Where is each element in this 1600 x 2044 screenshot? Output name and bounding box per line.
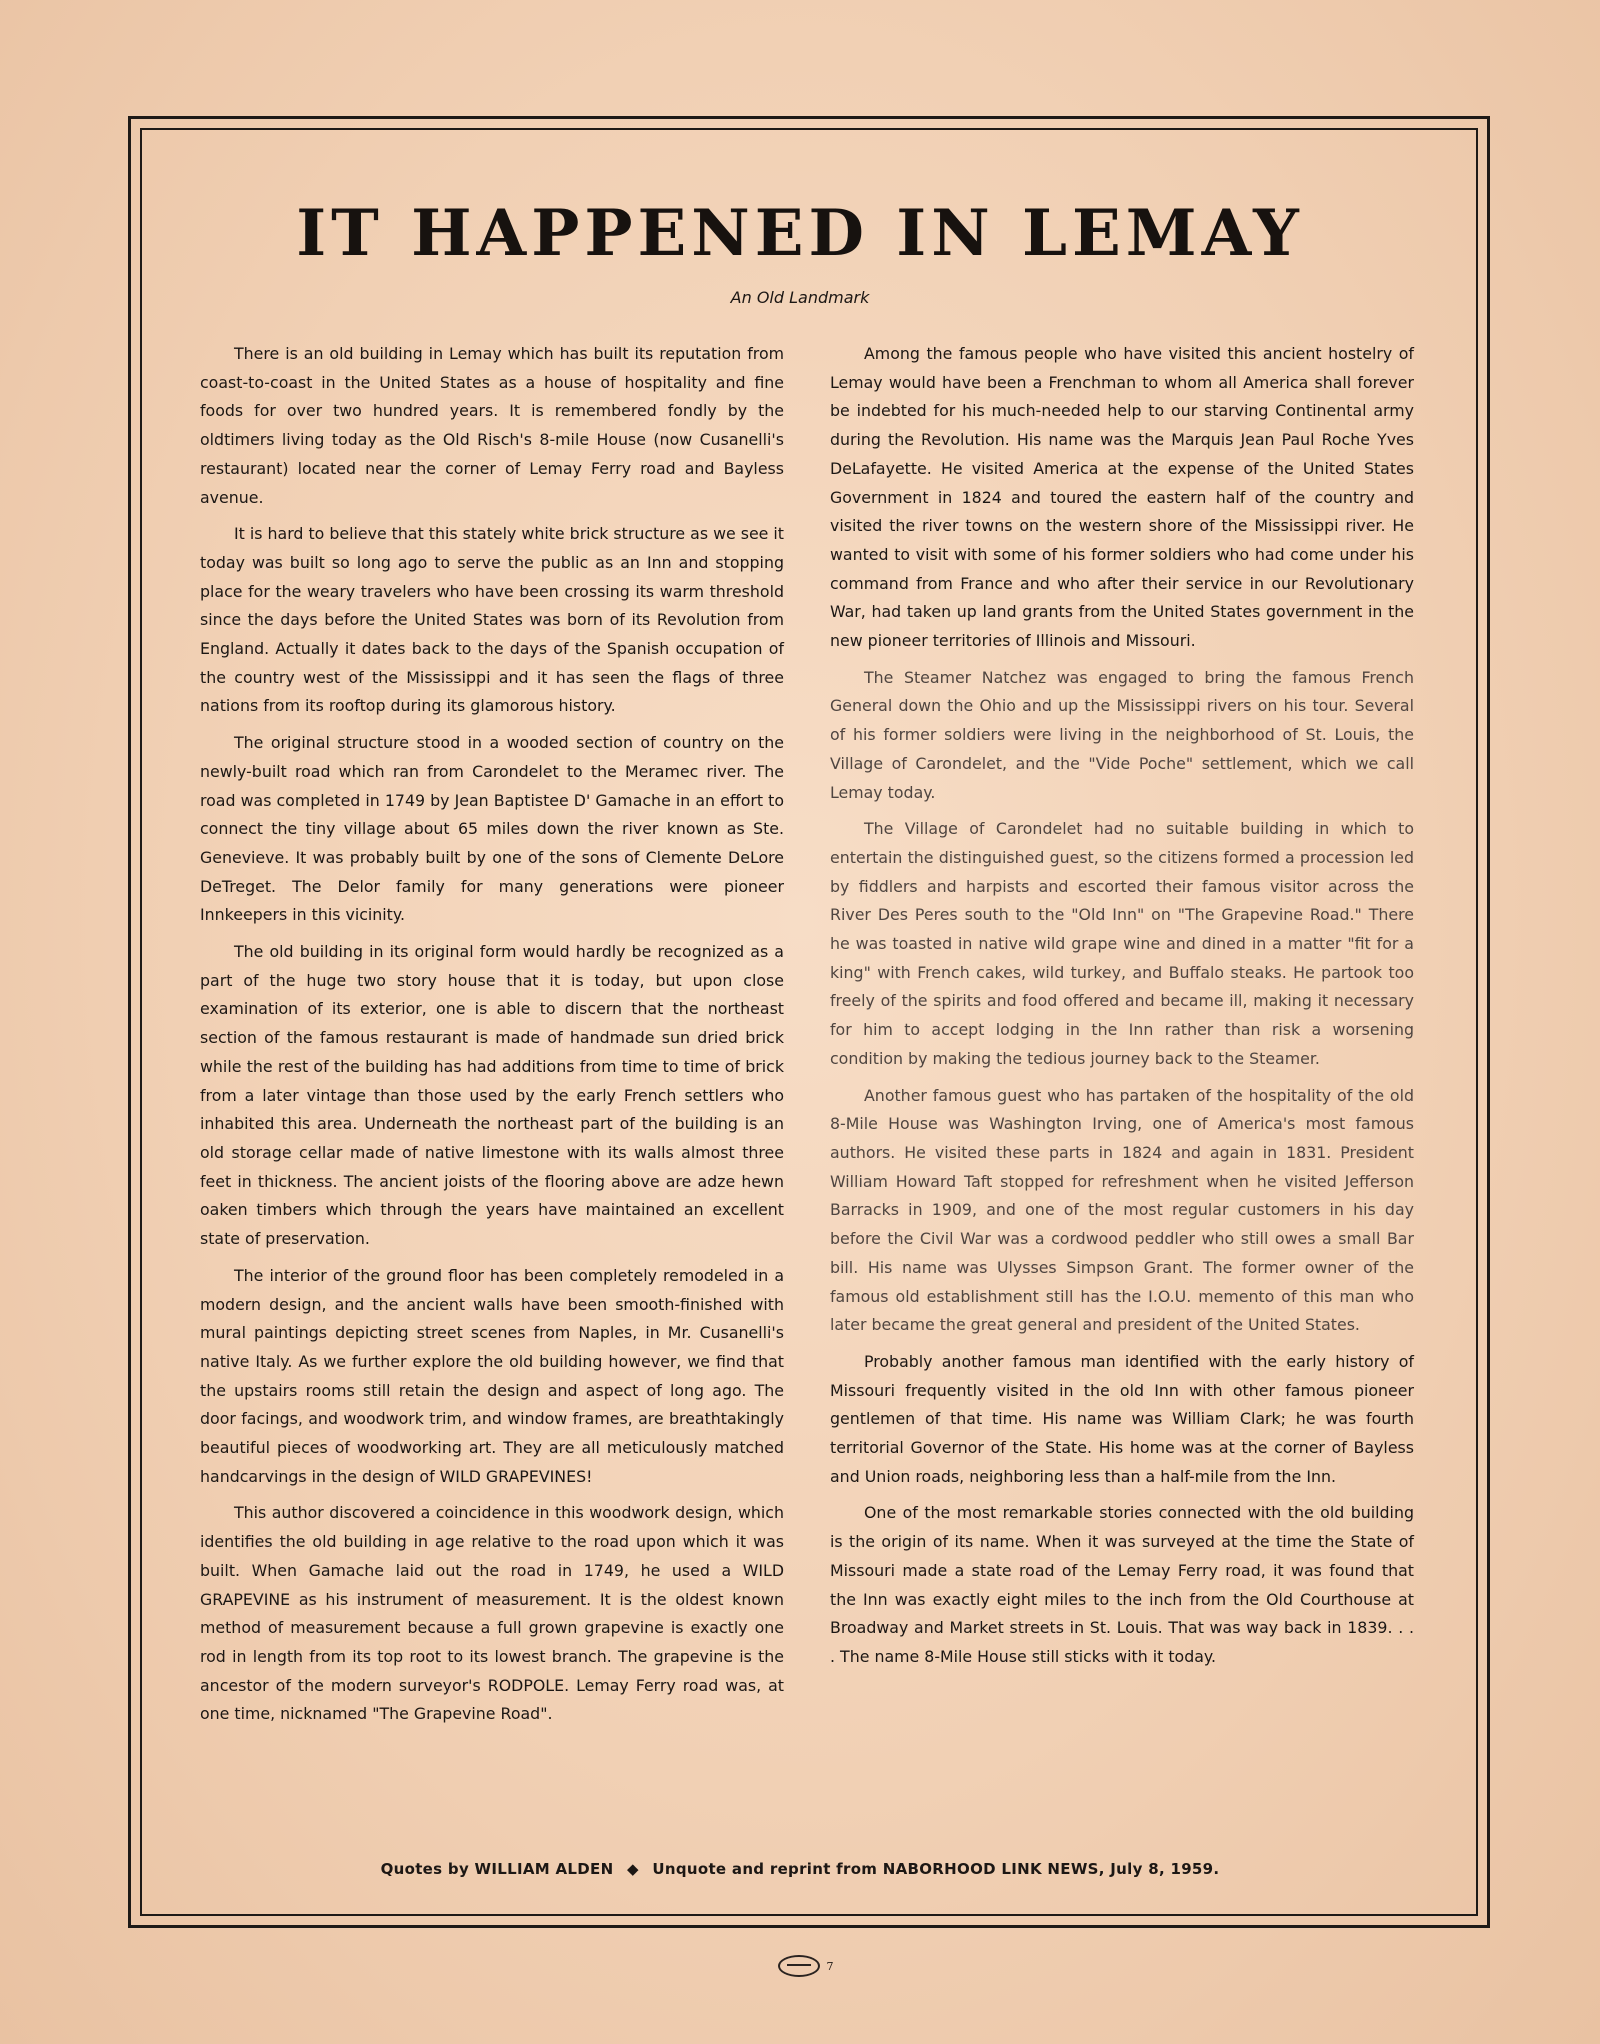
paragraph: Among the famous people who have visited this ancient hostelry of Lemay would have been a Frenchman to whom all America shall forever be indebted for his much-needed help to our starving Continental army during the Revolution. His name was the Marquis Jean Paul Roche Yves DeLafayette. He visited America at the expense of the United States Government in 1824 and toured the eastern half of the country and visited the river towns on the western shore of the Mississippi river. He wanted to visit with some of his former soldiers who had come under his command from France and who after their service in our Revolutionary War, had taken up land grants from the United States government in the new pioneer territories of Illinois and Missouri. [830, 344, 1414, 651]
paragraph: Another famous guest who has partaken of the hospitality of the old 8-Mile House was Washington Irving, one of America's most famous authors. He visited these parts in 1824 and again in 1831. President William Howard Taft stopped for refreshment when he visited Jefferson Barracks in 1909, and one of the most regular customers in his day before the Civil War was a cordwood peddler who still owes a small Bar bill. His name was Ulysses Simpson Grant. The former owner of the famous old establishment still has the I.O.U. memento of this man who later became the great general and president of the United States. [830, 1085, 1414, 1335]
paragraph: One of the most remarkable stories connected with the old building is the origin of its name. When it was surveyed at the time the State of Missouri made a state road of the Lemay Ferry road, it was found that the Inn was exactly eight miles to the inch from the Old Courthouse at Broadway and Market streets in St. Louis. That was way back in 1839. . . . The name 8-Mile House still sticks with it today. [830, 1503, 1414, 1666]
footer-credit-left: Quotes by WILLIAM ALDEN [380, 1860, 614, 1878]
paragraph: This author discovered a coincidence in this woodwork design, which identifies the old building in age relative to the road upon which it was built. When Gamache laid out the road in 1749, he used a WILD GRAPEVINE as his instrument of measurement. It is the oldest known method of measurement because a full grown grapevine is exactly one rod in length from its top root to its lowest branch. The grapevine is the ancestor of the modern surveyor's RODPOLE. Lemay Ferry road was, at one time, nicknamed "The Grapevine Road". [200, 1503, 784, 1724]
paragraph: The old building in its original form would hardly be recognized as a part of the huge two story house that it is today, but upon close examination of its exterior, one is able to discern that the northeast section of the famous restaurant is made of handmade sun dried brick while the rest of the building has had additions from time to time of brick from a later vintage than those used by the early French settlers who inhabited this area. Underneath the northeast part of the building is an old storage cellar made of native limestone with its walls almost three feet in thickness. The ancient joists of the flooring above are adze hewn oaken timbers which through the years have maintained an excellent state of preservation. [200, 942, 784, 1249]
page-number-mark [778, 1955, 834, 1977]
paragraph: The original structure stood in a wooded section of country on the newly-built road which ran from Carondelet to the Meramec river. The road was completed in 1749 by Jean Baptistee D' Gamache in an effort to connect the tiny village about 65 miles down the river known as Ste. Genevieve. It was probably built by one of the sons of Clemente DeLore DeTreget. The Delor family for many generations were pioneer Innkeepers in this vicinity. [200, 733, 784, 925]
paragraph: Probably another famous man identified with the early history of Missouri frequently visited in the old Inn with other famous pioneer gentlemen of that time. His name was William Clark; he was fourth territorial Governor of the State. His home was at the corner of Bayless and Union roads, neighboring less than a half-mile from the Inn. [830, 1351, 1414, 1486]
paragraph: The Steamer Natchez was engaged to bring the famous French General down the Ohio and up the Mississippi rivers on his tour. Several of his former soldiers were living in the neighborhood of St. Louis, the Village of Carondelet, and the "Vide Poche" settlement, which we call Lemay today. [830, 667, 1414, 802]
publisher-logo-icon [778, 1955, 820, 1977]
footer-credit [0, 1860, 1600, 1878]
paragraph: There is an old building in Lemay which has built its reputation from coast-to-coast in the United States as a house of hospitality and fine foods for over two hundred years. It is remembered fondly by the oldtimers living today as the Old Risch's 8-mile House (now Cusanelli's restaurant) located near the corner of Lemay Ferry road and Bayless avenue. [200, 344, 784, 507]
paragraph: It is hard to believe that this stately white brick structure as we see it today was built so long ago to serve the public as an Inn and stopping place for the weary travelers who have been crossing its warm threshold since the days before the United States was born of its Revolution from England. Actually it dates back to the days of the Spanish occupation of the country west of the Mississippi and it has seen the flags of three nations from its rooftop during its glamorous history. [200, 524, 784, 716]
paragraph: The Village of Carondelet had no suitable building in which to entertain the distinguished guest, so the citizens formed a procession led by fiddlers and harpists and escorted their famous visitor across the River Des Peres south to the "Old Inn" on "The Grapevine Road." There he was toasted in native wild grape wine and dined in a matter "fit for a king" with French cakes, wild turkey, and Buffalo steaks. He partook too freely of the spirits and food offered and became ill, making it necessary for him to accept lodging in the Inn rather than risk a worsening condition by making the tedious journey back to the Steamer. [830, 819, 1414, 1068]
page-subtitle: An Old Landmark [730, 288, 870, 307]
diamond-icon: ◆ [626, 1860, 639, 1878]
page-title: IT HAPPENED IN LEMAY [296, 196, 1304, 271]
footer-credit-right: Unquote and reprint from NABORHOOD LINK NEWS, July 8, 1959. [652, 1860, 1220, 1878]
right-column [830, 340, 1414, 1680]
paragraph: The interior of the ground floor has been completely remodeled in a modern design, and the ancient walls have been smooth-finished with mural paintings depicting street scenes from Naples, in Mr. Cusanelli's native Italy. As we further explore the old building however, we find that the upstairs rooms still retain the design and aspect of long ago. The door facings, and woodwork trim, and window frames, are breathtakingly beautiful pieces of woodworking art. They are all meticulously matched handcarvings in the design of WILD GRAPEVINES! [200, 1265, 784, 1486]
left-column [200, 340, 784, 1737]
page-number: 7 [826, 1959, 834, 1973]
